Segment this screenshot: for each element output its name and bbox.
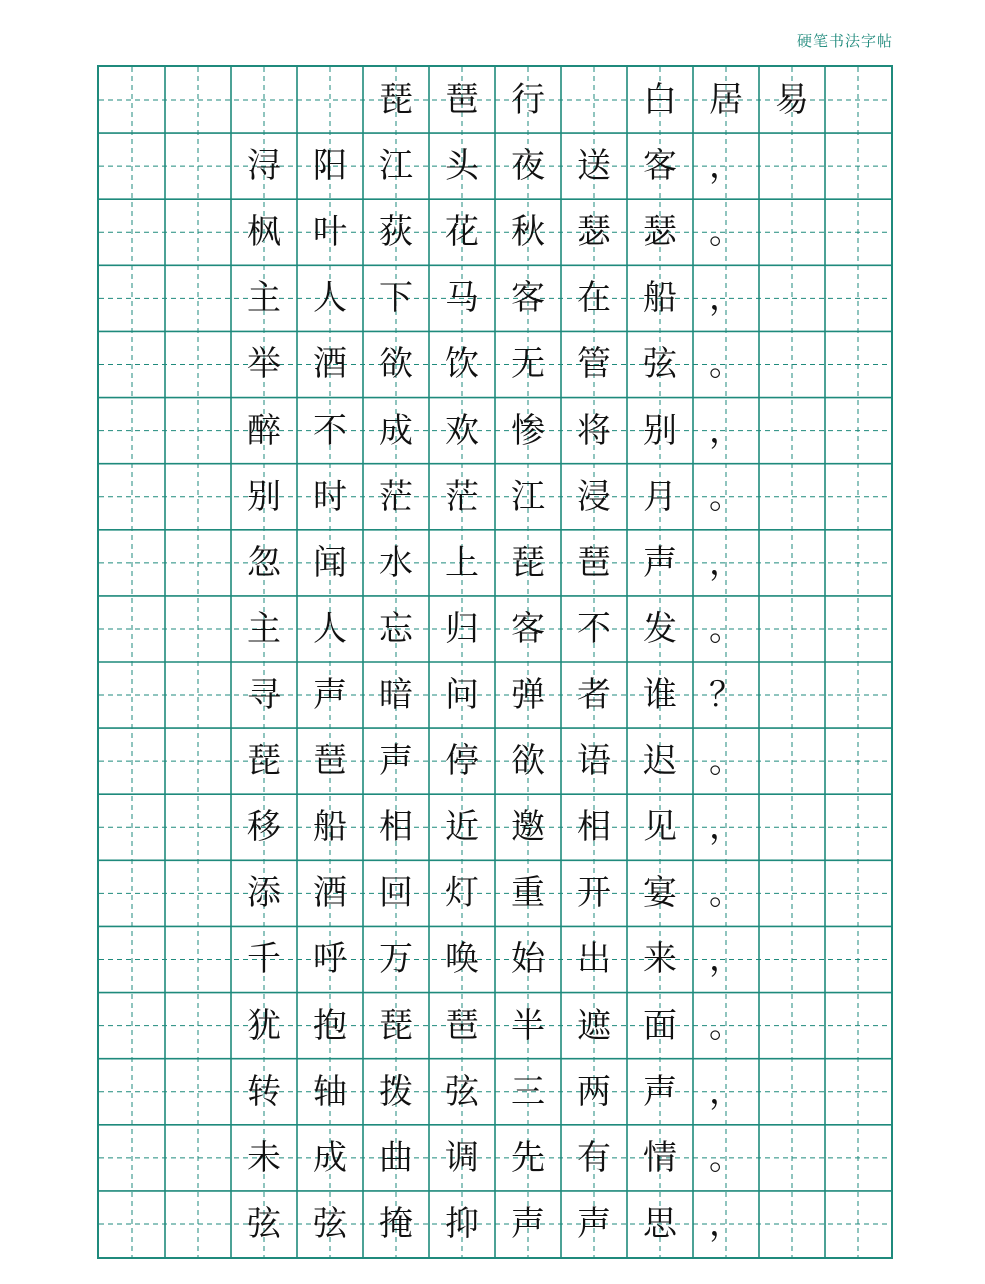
punctuation-char: 。 <box>709 212 743 253</box>
punctuation-char: ， <box>709 278 743 319</box>
poem-char: 添 <box>247 873 281 914</box>
poem-char: 闻 <box>313 542 347 583</box>
poem-char: 有 <box>577 1137 611 1178</box>
poem-char: 马 <box>445 278 479 319</box>
poem-char: 江 <box>379 146 413 187</box>
poem-char: 发 <box>643 608 677 649</box>
poem-char: 两 <box>577 1071 611 1112</box>
poem-char: 忽 <box>247 542 281 583</box>
poem-char: 瑟 <box>643 212 677 253</box>
poem-char: 下 <box>379 278 413 319</box>
poem-char: 琶 <box>445 1005 479 1046</box>
poem-char: 拨 <box>379 1071 413 1112</box>
poem-char: 来 <box>643 939 677 980</box>
poem-char: 弦 <box>313 1203 347 1244</box>
poem-char: 声 <box>511 1203 545 1244</box>
poem-char: 枫 <box>247 212 281 253</box>
poem-char: 弦 <box>247 1203 281 1244</box>
poem-char: 客 <box>511 608 545 649</box>
poem-char: 声 <box>643 542 677 583</box>
poem-char: 头 <box>445 146 479 187</box>
poem-char: 人 <box>313 278 347 319</box>
poem-char: 船 <box>313 807 347 848</box>
practice-grid-sheet <box>97 65 893 1259</box>
brand-label: 硬笔书法字帖 <box>796 32 893 50</box>
author-char: 白 <box>643 80 677 120</box>
poem-char: 弦 <box>445 1071 479 1112</box>
poem-char: 半 <box>511 1005 545 1046</box>
poem-char: 主 <box>247 608 281 649</box>
poem-char: 上 <box>445 542 479 583</box>
poem-char: 弦 <box>643 344 677 385</box>
poem-char: 寻 <box>247 675 281 715</box>
poem-char: 出 <box>577 939 611 980</box>
poem-char: 举 <box>247 344 281 385</box>
poem-char: 迟 <box>643 741 677 782</box>
poem-char: 归 <box>445 608 479 649</box>
poem-char: 送 <box>577 146 611 187</box>
punctuation-char: 。 <box>709 741 743 782</box>
author-char: 易 <box>775 80 809 120</box>
poem-char: 花 <box>445 212 479 253</box>
poem-char: 重 <box>511 873 545 914</box>
punctuation-char: ， <box>709 807 743 848</box>
poem-char: 见 <box>643 807 677 848</box>
poem-char: 月 <box>643 476 677 517</box>
poem-char: 欲 <box>511 741 545 782</box>
poem-char: 欲 <box>379 344 413 385</box>
poem-char: 唤 <box>445 939 479 980</box>
poem-char: 琶 <box>313 741 347 782</box>
poem-char: 停 <box>445 741 479 782</box>
poem-char: 惨 <box>511 410 545 451</box>
punctuation-char: ， <box>709 1071 743 1112</box>
poem-char: 饮 <box>445 344 479 385</box>
poem-char: 阳 <box>313 146 347 187</box>
punctuation-char: 。 <box>709 608 743 649</box>
punctuation-char: ？ <box>709 675 743 715</box>
poem-char: 声 <box>313 675 347 715</box>
poem-char: 呼 <box>313 939 347 980</box>
poem-char: 夜 <box>511 146 545 187</box>
poem-char: 遮 <box>577 1005 611 1046</box>
title-char: 琵 <box>379 80 413 120</box>
poem-char: 成 <box>313 1137 347 1178</box>
poem-char: 别 <box>247 476 281 517</box>
poem-char: 相 <box>379 807 413 848</box>
poem-char: 万 <box>379 939 413 980</box>
poem-char: 灯 <box>445 873 479 914</box>
poem-char: 琵 <box>511 542 545 583</box>
punctuation-char: 。 <box>709 873 743 914</box>
poem-char: 转 <box>247 1071 281 1112</box>
poem-char: 在 <box>577 278 611 319</box>
poem-char: 掩 <box>379 1203 413 1244</box>
poem-char: 三 <box>511 1071 545 1112</box>
punctuation-char: ， <box>709 1203 743 1244</box>
punctuation-char: 。 <box>709 344 743 385</box>
poem-char: 水 <box>379 542 413 583</box>
poem-char: 抱 <box>313 1005 347 1046</box>
poem-char: 琵 <box>247 741 281 782</box>
poem-char: 声 <box>379 741 413 782</box>
poem-char: 人 <box>313 608 347 649</box>
poem-char: 不 <box>313 410 347 451</box>
poem-char: 主 <box>247 278 281 319</box>
author-char: 居 <box>709 80 743 120</box>
poem-char: 瑟 <box>577 212 611 253</box>
poem-char: 未 <box>247 1137 281 1178</box>
punctuation-char: 。 <box>709 1137 743 1178</box>
poem-char: 开 <box>577 873 611 914</box>
poem-char: 弹 <box>511 675 545 715</box>
poem-char: 近 <box>445 807 479 848</box>
poem-char: 回 <box>379 873 413 914</box>
poem-char: 轴 <box>313 1071 347 1112</box>
title-char: 琶 <box>445 80 479 120</box>
poem-char: 移 <box>247 807 281 848</box>
poem-char: 管 <box>577 344 611 385</box>
poem-char: 相 <box>577 807 611 848</box>
poem-char: 宴 <box>643 873 677 914</box>
punctuation-char: ， <box>709 146 743 187</box>
poem-char: 秋 <box>511 212 545 253</box>
poem-char: 荻 <box>379 212 413 253</box>
poem-char: 曲 <box>379 1137 413 1178</box>
poem-char: 先 <box>511 1137 545 1178</box>
poem-char: 不 <box>577 608 611 649</box>
poem-char: 欢 <box>445 410 479 451</box>
poem-char: 千 <box>247 939 281 980</box>
poem-char: 抑 <box>445 1203 479 1244</box>
poem-char: 酒 <box>313 873 347 914</box>
poem-char: 浔 <box>247 146 281 187</box>
poem-char: 者 <box>577 675 611 715</box>
title-char: 行 <box>511 80 545 120</box>
poem-char: 船 <box>643 278 677 319</box>
poem-char: 邀 <box>511 807 545 848</box>
punctuation-char: 。 <box>709 1005 743 1046</box>
poem-char: 江 <box>511 476 545 517</box>
poem-char: 语 <box>577 741 611 782</box>
poem-char: 问 <box>445 675 479 715</box>
poem-char: 成 <box>379 410 413 451</box>
poem-char: 调 <box>445 1137 479 1178</box>
poem-char: 茫 <box>379 476 413 517</box>
poem-char: 忘 <box>379 608 413 649</box>
poem-char: 琶 <box>577 542 611 583</box>
poem-char: 琵 <box>379 1005 413 1046</box>
punctuation-char: ， <box>709 939 743 980</box>
poem-char: 客 <box>643 146 677 187</box>
punctuation-char: 。 <box>709 476 743 517</box>
punctuation-char: ， <box>709 542 743 583</box>
poem-char: 酒 <box>313 344 347 385</box>
poem-char: 声 <box>643 1071 677 1112</box>
poem-char: 谁 <box>643 675 677 715</box>
poem-char: 茫 <box>445 476 479 517</box>
poem-char: 始 <box>511 939 545 980</box>
poem-char: 声 <box>577 1203 611 1244</box>
poem-char: 面 <box>643 1005 677 1046</box>
punctuation-char: ， <box>709 410 743 451</box>
poem-char: 时 <box>313 476 347 517</box>
poem-char: 将 <box>577 410 611 451</box>
poem-char: 思 <box>643 1203 677 1244</box>
poem-char: 醉 <box>247 410 281 451</box>
poem-char: 浸 <box>577 476 611 517</box>
poem-char: 犹 <box>247 1005 281 1046</box>
poem-char: 客 <box>511 278 545 319</box>
poem-char: 别 <box>643 410 677 451</box>
poem-char: 叶 <box>313 212 347 253</box>
poem-char: 暗 <box>379 675 413 715</box>
poem-char: 情 <box>643 1137 677 1178</box>
poem-char: 无 <box>511 344 545 385</box>
